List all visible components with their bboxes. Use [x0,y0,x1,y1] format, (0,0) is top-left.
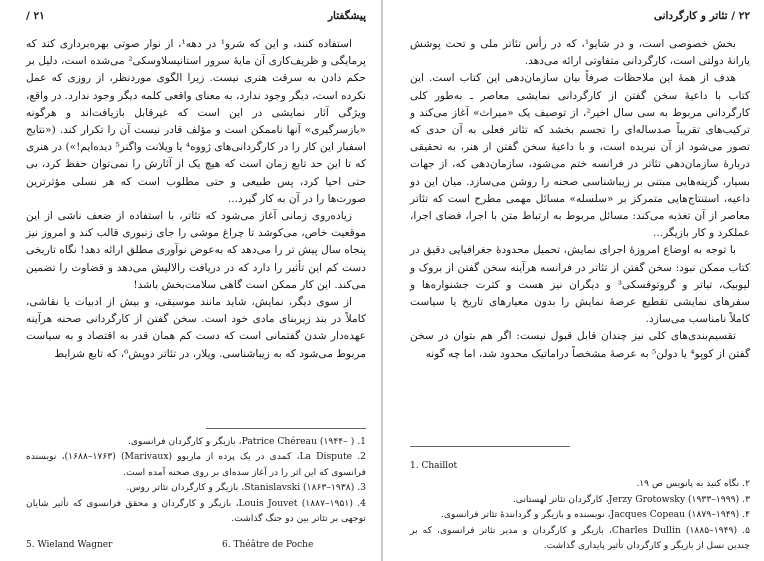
gutter-divider [381,0,383,561]
paragraph: استفاده کنند، و این که شرو¹ در دهه¹، از نوار صوتی بهره‌برداری کند که پرمایگی و ظریف‌کاری آن مایهٔ سرور استانیسلاوسکی² می‌شده است، دلیل بر حکم دادن به سرقت هنری نیست. زیرا الگوی موردنظر، از روزی که عمل نکرده است، دیگر وجود ندارد، به معنای واقعی کلمه دیگر وجود ندارد. در واقع، ویژگی آثار نمایشی در این است که غیرقابل بازیافت‌اند و هرگونه «بازسرگیری» آنها ناممکن است و مؤلف قادر نیست آن را تکرار کند. («نتایج اسفبار این کار را در کارگردانی‌های ژووه⁴ یا ویلانت واگنر⁵ دیده‌ایم!») در هنری که تا این حد تابع زمان است که هیچ یک از آثارش را نمی‌توان حفظ کرد، بی حتی احیا کرد، پس طبیعی و حتی مطلوب است که هر نسلی مؤثرترین صورت‌ها را در آن به کار گیرد... [25,38,366,205]
paragraph: زیاده‌روی زمانی آغاز می‌شود که تئاتر، با استفاده از ضعف ناشی از این موقعیت خاص، می‌کوشد تا چراغ موشی را جای زنبوری قالب کند و امروز نیز پنجاه سال پیش تر را می‌دهد که به‌عوض نوآوری مطلق ارائه دهد! نگاه تاریخی دست کم این تأثیر را دارد که در دریافت رالالیش می‌دهد و قضاوت را تضمین می‌کند. این کار ممکن است گاهی سلامت‌بخش باشد! [26,210,366,291]
paragraph: بخش خصوصی است، و در شایو¹، که در رأس تئاتر ملی و تحت پوشش یارانهٔ دولتی است، کارگردانی متفاوتی ارائه می‌دهد. [410,38,750,68]
right-page [410,0,750,561]
latin-footnote: 5. Wieland Wagner [26,540,113,550]
footnote: ۴. Jacques Copeau (۱۸۷۹–۱۹۴۹)، نویسنده و بازیگر و گردانندهٔ تئاتر فرانسوی. [440,509,750,521]
footnotes [26,434,366,526]
paragraph: هدف از همهٔ این ملاحظات صرفاً بیان سازمان‌دهی این کتاب است. این کتاب با داعیهٔ سخن گفتن از کارگردانی نمایشی معاصر ـ به‌طور کلی کارگردانی مربوط به سی سال اخیر²، از توصیف یک «میراث» آغاز می‌کند و ترکیب‌های تقریباً صدساله‌ای را تجسم بخشد که تئاتر فعلی به آن حدی که تصور می‌شود از آن نبریده است، و با داعیهٔ سخن گفتن از هنر، به تحقیقی دربارهٔ سازمان‌دهی تئاتر در فرانسه ختم می‌شود، سازمان‌دهی که، از جهات بسیار، گزینه‌هایی مبتنی بر زیباشناسی صحنه را روشن می‌سازد. میان این دو داعیه، استنتاج‌هایی متمرکز بر «سلسله» مسائل مهمی مطرح است که تئاتر معاصر از آن تغذیه می‌کند: مسائل مربوط به ارتباط متن با اجرا، فضای اجرا، عملکرد و کار بازیگر... [410,72,750,240]
body-text [26,36,366,363]
footnote: 4. Louis Jouvet (۱۸۸۷–۱۹۵۱)، بازیگر و کارگردان و محقق فرانسوی که تأثیر شایان توجهی بر تئاتر بین دو جنگ گذاشت. [26,497,366,525]
running-head [26,10,366,24]
paragraph: با توجه به اوضاع امروزهٔ اجرای نمایش، تحمیل محدودهٔ جغرافیایی دقیق در کتاب ممکن نبود: سخن گفتن از تئاتر در فرانسه هرآینه سخن گفتن از بروک و لیوبیک، تیاتر و گروتوفسکی³ و دیگران نیز هست و کثرت جشنواره‌ها و سفرهای نمایشی تقطیع عرصهٔ نمایش را بدون معیارهای تاریخ یا سیاست کاملاً نامناسب می‌سازد. [410,244,750,326]
page-number: ۲۱ / [26,10,45,22]
footnote: 3. Stanislavski (۱۸۶۳–۱۹۳۸)، بازیگر و کارگردان تئاتر روس. [126,482,366,494]
body-text [410,36,750,363]
running-head [410,10,750,24]
footnote: 2. La Dispute، کمدی در یک پرده از ماریوو (Marivaux) (۱۶۸۸–۱۷۶۳)، نویسنده فرانسوی که این اثر را در آغاز سده‌ای بر روی صحنه آمده است. [26,451,367,478]
running-title: پیشگفتار [327,10,366,22]
footnote-rule [206,428,366,429]
paragraph: تقسیم‌بندی‌های کلی نیز چندان قابل قبول نیست: اگر هم بتوان در سخن گفتن از کوپو⁴ یا دولن⁵ به عرصهٔ مشخصاً دراماتیک محدود شد، اما چه گونه [410,330,750,360]
footnote: ۵. Charles Dullin (۱۸۸۵–۱۹۴۹)، بازیگر و کارگردان و مدیر تئاتر فرانسوی، که بر چندین نسل از بازیگر و کارگردان تأثیر پایداری گذاشت. [410,524,751,552]
footnote: ۳. Jerzy Grotowsky (۱۹۳۳–۱۹۹۹)، کارگردان تئاتر لهستانی. [512,493,750,505]
left-page [26,0,366,561]
latin-footnotes [26,540,366,554]
footnote-rule [410,446,570,447]
latin-footnote: 1. Chaillot [410,461,458,471]
footnote: 1. Patrice Chéreau (۱۹۴۴– )، بازیگر و کارگردان فرانسوی. [127,436,366,447]
latin-footnote: 6. Théâtre de Poche [222,540,314,550]
footnote: ۲. نگاه کنید به پانویس ص ۱۹. [636,478,750,490]
running-title: ۲۲ / تئاتر و کارگردانی [653,10,750,22]
paragraph: از سوی دیگر، نمایش، شاید مانند موسیقی، و بیش از ادبیات یا نقاشی، کاملاً در بند زیربنای مادی خود است. سخن گفتن از کارگردانی صحنه هرآینه عهده‌دار شدن گفتمانی است که دست کم همان قدر به اقتصاد و به سیاست مربوط می‌شود که به زیباشناسی. ویلار، در تئاتر دوپش⁶، که تابع شرایط [26,296,366,360]
footnotes [410,459,750,553]
